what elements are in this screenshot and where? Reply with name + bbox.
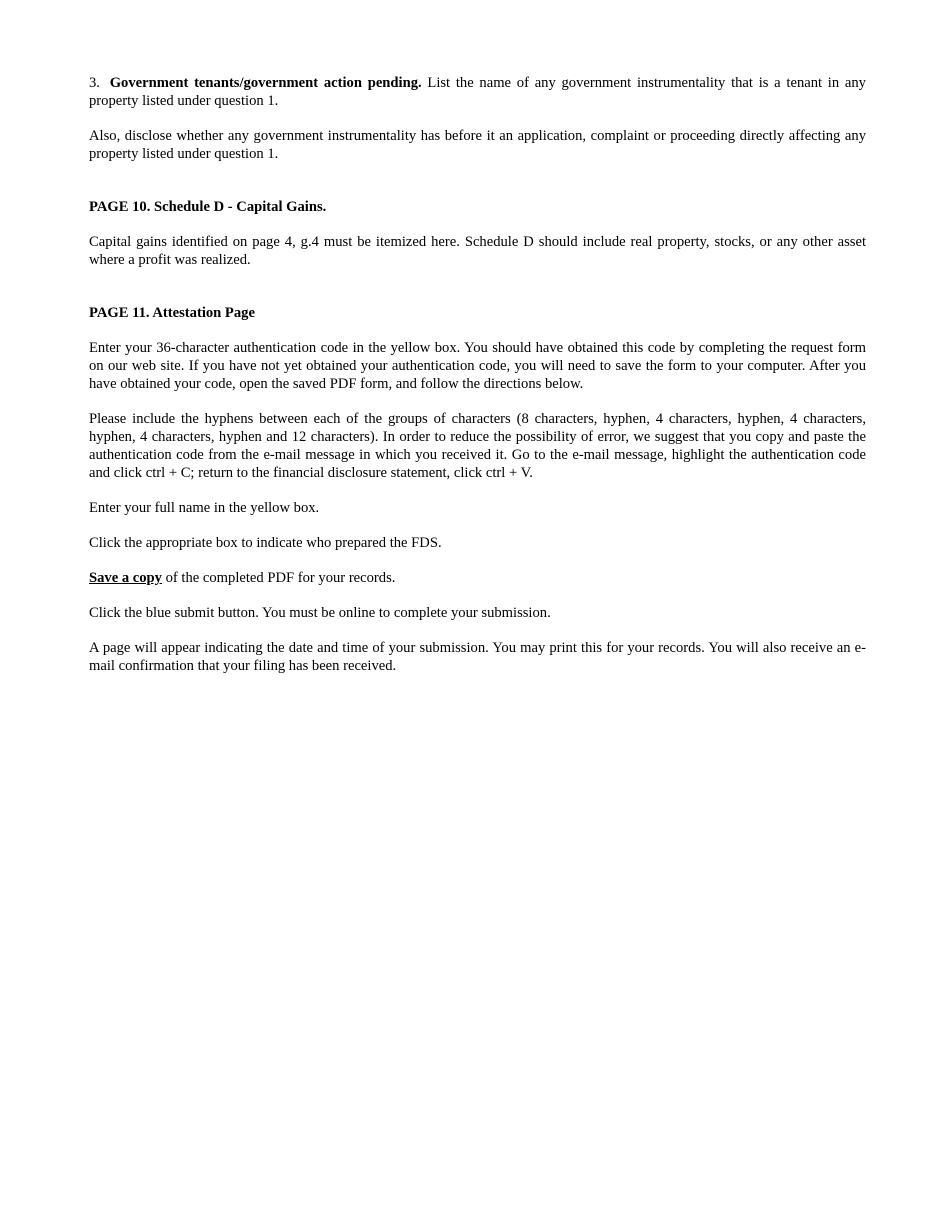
page11-paragraph-3: Enter your full name in the yellow box. xyxy=(89,500,320,516)
save-copy-text: of the completed PDF for your records. xyxy=(161,570,396,586)
page11-heading: PAGE 11. Attestation Page xyxy=(89,305,255,321)
section3-text: List the name of any government instrumentality that is a tenant in any property listed under question 1. xyxy=(89,75,866,109)
page11-paragraph-6: Click the blue submit button. You must be online to complete your submission. xyxy=(89,605,551,621)
document-page xyxy=(89,74,866,675)
section3-paragraph xyxy=(89,74,866,110)
section3-title: Government tenants/government action pending. xyxy=(109,75,422,91)
save-copy-emphasis: Save a copy xyxy=(89,570,162,586)
page11-paragraph-4: Click the appropriate box to indicate who prepared the FDS. xyxy=(89,535,442,551)
page11-paragraph-5 xyxy=(89,569,866,587)
page10-heading: PAGE 10. Schedule D - Capital Gains. xyxy=(89,199,327,215)
section3-number: 3. xyxy=(89,75,100,91)
page10-paragraph: Capital gains identified on page 4, g.4 must be itemized here. Schedule D should include real property, stocks, or any other asset where a profit was realized. xyxy=(89,234,866,268)
section3-paragraph-2: Also, disclose whether any government instrumentality has before it an application, complaint or proceeding directly affecting any property listed under question 1. xyxy=(89,128,866,162)
page11-paragraph-2: Please include the hyphens between each of the groups of characters (8 characters, hyphen, 4 characters, hyphen, 4 characters, hyphen, 4 characters, hyphen and 12 characters). In order to reduce the possibility of error, we suggest that you copy and paste the authentication code from the e-mail message in which you received it. Go to the e-mail message, highlight the authentication code and click ctrl + C; return to the financial disclosure statement, click ctrl + V. xyxy=(89,411,866,481)
page11-paragraph-7: A page will appear indicating the date and time of your submission. You may print this for your records. You will also receive an e-mail confirmation that your filing has been received. xyxy=(89,640,866,674)
page11-paragraph-1: Enter your 36-character authentication code in the yellow box. You should have obtained this code by completing the request form on our web site. If you have not yet obtained your authentication code, you will need to save the form to your computer. After you have obtained your code, open the saved PDF form, and follow the directions below. xyxy=(89,340,866,392)
